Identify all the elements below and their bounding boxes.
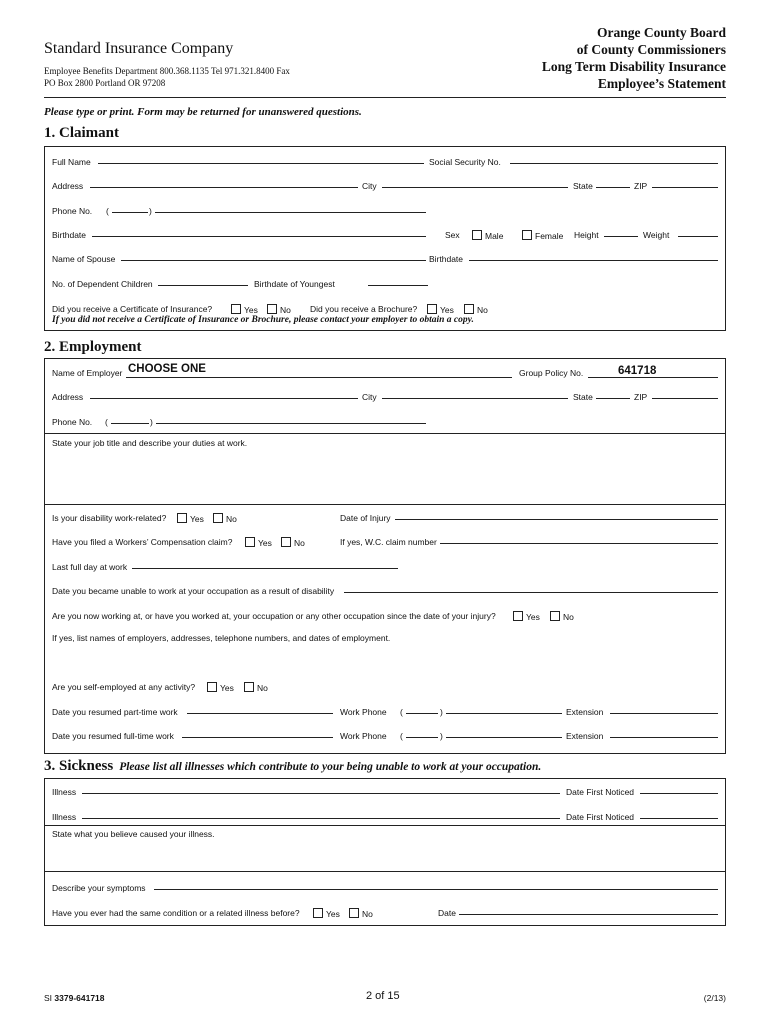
duties-bottom-divider <box>44 504 726 505</box>
self-employed-question: Are you self-employed at any activity? <box>52 682 196 692</box>
dependents-field[interactable] <box>158 285 248 286</box>
full-time-phone-area-field[interactable] <box>406 737 438 738</box>
employers-list-label: If yes, list names of employers, addresses, telephone numbers, and dates of employment. <box>52 633 391 643</box>
illness-2-date-field[interactable] <box>640 818 718 819</box>
weight-label: Weight <box>643 230 670 240</box>
certificate-yes-option[interactable] <box>231 304 258 315</box>
illness-2-label: Illness <box>52 812 77 822</box>
group-policy-label: Group Policy No. <box>519 368 584 378</box>
duties-label: State your job title and describe your duties at work. <box>52 438 248 448</box>
working-no-option[interactable] <box>550 611 574 622</box>
certificate-no-option[interactable] <box>267 304 291 315</box>
form-number-value: 3379-641718 <box>54 993 105 1003</box>
part-time-phone-area-field[interactable] <box>406 713 438 714</box>
height-label: Height <box>574 230 599 240</box>
youngest-field[interactable] <box>368 285 428 286</box>
female-checkbox[interactable] <box>522 230 532 240</box>
self-employed-yes-checkbox[interactable] <box>207 682 217 692</box>
work-related-no-label: No <box>226 514 237 524</box>
full-name-label: Full Name <box>52 157 91 167</box>
company-name: Standard Insurance Company <box>44 40 234 57</box>
wc-no-checkbox[interactable] <box>281 537 291 547</box>
address-field[interactable] <box>90 187 358 188</box>
work-related-no-option[interactable] <box>213 513 237 524</box>
employer-phone-label: Phone No. <box>52 417 93 427</box>
date-of-injury-label: Date of Injury <box>340 513 391 523</box>
revision-date: (2/13) <box>703 993 726 1003</box>
group-policy-value[interactable]: 641718 <box>618 365 657 377</box>
cause-textarea[interactable] <box>48 842 722 868</box>
part-time-field[interactable] <box>187 713 333 714</box>
address-label: Address <box>52 181 84 191</box>
last-day-label: Last full day at work <box>52 562 128 572</box>
employer-phone-paren-open: ( <box>105 417 108 427</box>
work-related-yes-checkbox[interactable] <box>177 513 187 523</box>
employer-label: Name of Employer <box>52 368 123 378</box>
brochure-question: Did you receive a Brochure? <box>310 304 418 314</box>
form-title-line2: of County Commissioners <box>576 42 726 57</box>
youngest-label: Birthdate of Youngest <box>254 279 335 289</box>
wc-yes-label: Yes <box>258 538 272 548</box>
employer-phone-field[interactable] <box>156 423 426 424</box>
certificate-question: Did you receive a Certificate of Insurance? <box>52 304 213 314</box>
form-number-prefix: SI <box>44 993 55 1003</box>
phone-paren-open: ( <box>106 206 109 216</box>
brochure-no-checkbox[interactable] <box>464 304 474 314</box>
cause-label: State what you believe caused your illness. <box>52 829 215 839</box>
ssn-label: Social Security No. <box>429 157 501 167</box>
full-time-label: Date you resumed full-time work <box>52 731 174 741</box>
certificate-yes-checkbox[interactable] <box>231 304 241 314</box>
male-checkbox[interactable] <box>472 230 482 240</box>
self-employed-no-checkbox[interactable] <box>244 682 254 692</box>
full-time-phone-field[interactable] <box>446 737 562 738</box>
working-question: Are you now working at, or have you worked at, your occupation or any other occupation since the date of your injury? <box>52 611 496 621</box>
wc-number-field[interactable] <box>440 543 718 544</box>
wc-yes-checkbox[interactable] <box>245 537 255 547</box>
self-employed-no-label: No <box>257 683 268 693</box>
form-title-line1: Orange County Board <box>596 25 726 40</box>
employer-address-field[interactable] <box>90 398 358 399</box>
section-sickness-heading <box>44 758 541 775</box>
full-name-field[interactable] <box>98 163 424 164</box>
same-condition-yes-checkbox[interactable] <box>313 908 323 918</box>
work-related-yes-label: Yes <box>190 514 204 524</box>
working-yes-label: Yes <box>526 612 540 622</box>
work-related-yes-option[interactable] <box>177 513 204 524</box>
zip-label: ZIP <box>634 181 648 191</box>
working-yes-checkbox[interactable] <box>513 611 523 621</box>
form-number <box>44 993 105 1003</box>
spouse-birthdate-field[interactable] <box>469 260 718 261</box>
employer-phone-paren-close: ) <box>150 417 153 427</box>
employer-state-label: State <box>573 392 593 402</box>
illness-1-label: Illness <box>52 787 77 797</box>
part-time-phone-paren-open: ( <box>400 707 403 717</box>
weight-field[interactable] <box>678 236 718 237</box>
working-yes-option[interactable] <box>513 611 540 622</box>
brochure-yes-option[interactable] <box>427 304 454 315</box>
spouse-label: Name of Spouse <box>52 254 116 264</box>
full-time-work-phone-label: Work Phone <box>340 731 387 741</box>
phone-area-code-field[interactable] <box>112 212 148 213</box>
employer-zip-field[interactable] <box>652 398 718 399</box>
phone-paren-close: ) <box>149 206 152 216</box>
same-condition-yes-label: Yes <box>326 909 340 919</box>
female-label: Female <box>535 231 564 241</box>
self-employed-no-option[interactable] <box>244 682 268 693</box>
state-label: State <box>573 181 593 191</box>
city-label: City <box>362 181 377 191</box>
sickness-heading-text: 3. Sickness <box>44 758 114 774</box>
duties-divider <box>44 433 726 434</box>
unable-date-field[interactable] <box>344 592 718 593</box>
part-time-work-phone-label: Work Phone <box>340 707 387 717</box>
self-employed-yes-label: Yes <box>220 683 234 693</box>
cause-divider <box>44 825 726 826</box>
height-field[interactable] <box>604 236 638 237</box>
brochure-no-label: No <box>477 305 488 315</box>
same-condition-no-option[interactable] <box>349 908 373 919</box>
same-condition-no-checkbox[interactable] <box>349 908 359 918</box>
working-no-label: No <box>563 612 574 622</box>
employer-field[interactable] <box>126 377 512 378</box>
full-time-field[interactable] <box>182 737 333 738</box>
full-time-extension-field[interactable] <box>610 737 718 738</box>
section-claimant-heading: 1. Claimant <box>44 125 119 141</box>
wc-no-option[interactable] <box>281 537 305 548</box>
phone-label: Phone No. <box>52 206 93 216</box>
birthdate-field[interactable] <box>92 236 426 237</box>
same-condition-yes-option[interactable] <box>313 908 340 919</box>
zip-field[interactable] <box>652 187 718 188</box>
certificate-yes-label: Yes <box>244 305 258 315</box>
wc-yes-option[interactable] <box>245 537 272 548</box>
wc-number-label: If yes, W.C. claim number <box>340 537 437 547</box>
symptoms-label: Describe your symptoms <box>52 883 146 893</box>
illness-2-date-label: Date First Noticed <box>566 812 635 822</box>
symptoms-field[interactable] <box>154 889 718 890</box>
employer-zip-label: ZIP <box>634 392 648 402</box>
sickness-subheading: Please list all illnesses which contribute to your being unable to work at your occupation. <box>119 761 542 773</box>
employer-phone-area-field[interactable] <box>111 423 149 424</box>
brochure-yes-label: Yes <box>440 305 454 315</box>
city-field[interactable] <box>382 187 568 188</box>
part-time-extension-label: Extension <box>566 707 604 717</box>
date-of-injury-field[interactable] <box>395 519 718 520</box>
self-employed-yes-option[interactable] <box>207 682 234 693</box>
employment-box <box>44 358 726 754</box>
employer-address-label: Address <box>52 392 84 402</box>
working-no-checkbox[interactable] <box>550 611 560 621</box>
state-field[interactable] <box>596 187 630 188</box>
wc-no-label: No <box>294 538 305 548</box>
part-time-extension-field[interactable] <box>610 713 718 714</box>
header-divider <box>44 97 726 98</box>
employer-city-field[interactable] <box>382 398 568 399</box>
spouse-birthdate-label: Birthdate <box>429 254 464 264</box>
ssn-field[interactable] <box>510 163 718 164</box>
form-title-line3: Long Term Disability Insurance <box>541 59 726 74</box>
last-day-field[interactable] <box>132 568 398 569</box>
illness-1-field[interactable] <box>82 793 560 794</box>
wc-claim-question: Have you filed a Workers’ Compensation claim? <box>52 537 233 547</box>
part-time-phone-field[interactable] <box>446 713 562 714</box>
phone-number-field[interactable] <box>155 212 426 213</box>
full-time-phone-paren-close: ) <box>440 731 443 741</box>
dependents-label: No. of Dependent Children <box>52 279 153 289</box>
part-time-phone-paren-close: ) <box>440 707 443 717</box>
employer-state-field[interactable] <box>596 398 630 399</box>
same-condition-date-label: Date <box>438 908 456 918</box>
male-label: Male <box>485 231 504 241</box>
illness-1-date-field[interactable] <box>640 793 718 794</box>
illness-1-date-label: Date First Noticed <box>566 787 635 797</box>
birthdate-label: Birthdate <box>52 230 87 240</box>
male-option[interactable] <box>472 230 503 241</box>
illness-2-field[interactable] <box>82 818 560 819</box>
full-time-phone-paren-open: ( <box>400 731 403 741</box>
spouse-field[interactable] <box>121 260 426 261</box>
sex-label: Sex <box>445 230 460 240</box>
instructions: Please type or print. Form may be returned for unanswered questions. <box>44 106 362 118</box>
same-condition-no-label: No <box>362 909 373 919</box>
part-time-label: Date you resumed part-time work <box>52 707 178 717</box>
section-employment-heading: 2. Employment <box>44 339 142 355</box>
female-option[interactable] <box>522 230 563 241</box>
duties-textarea[interactable] <box>48 452 722 502</box>
group-policy-field[interactable] <box>588 377 718 378</box>
full-time-extension-label: Extension <box>566 731 604 741</box>
certificate-no-label: No <box>280 305 291 315</box>
same-condition-question: Have you ever had the same condition or a related illness before? <box>52 908 300 918</box>
same-condition-date-field[interactable] <box>459 914 718 915</box>
certificate-no-checkbox[interactable] <box>267 304 277 314</box>
form-title-line4: Employee’s Statement <box>597 76 726 91</box>
page-number: 2 of 15 <box>366 990 400 1002</box>
employers-list-textarea[interactable] <box>48 647 722 675</box>
certificate-note: If you did not receive a Certificate of Insurance or Brochure, please contact your employer to obtain a copy. <box>52 315 474 325</box>
employer-city-label: City <box>362 392 377 402</box>
cause-bottom-divider <box>44 871 726 872</box>
brochure-yes-checkbox[interactable] <box>427 304 437 314</box>
unable-date-label: Date you became unable to work at your occupation as a result of disability <box>52 586 335 596</box>
brochure-no-option[interactable] <box>464 304 488 315</box>
company-address-line1: Employee Benefits Department 800.368.1135 Tel 971.321.8400 Fax <box>44 66 290 76</box>
company-address-line2: PO Box 2800 Portland OR 97208 <box>44 78 166 88</box>
work-related-question: Is your disability work-related? <box>52 513 167 523</box>
work-related-no-checkbox[interactable] <box>213 513 223 523</box>
employer-value[interactable]: CHOOSE ONE <box>128 363 206 375</box>
